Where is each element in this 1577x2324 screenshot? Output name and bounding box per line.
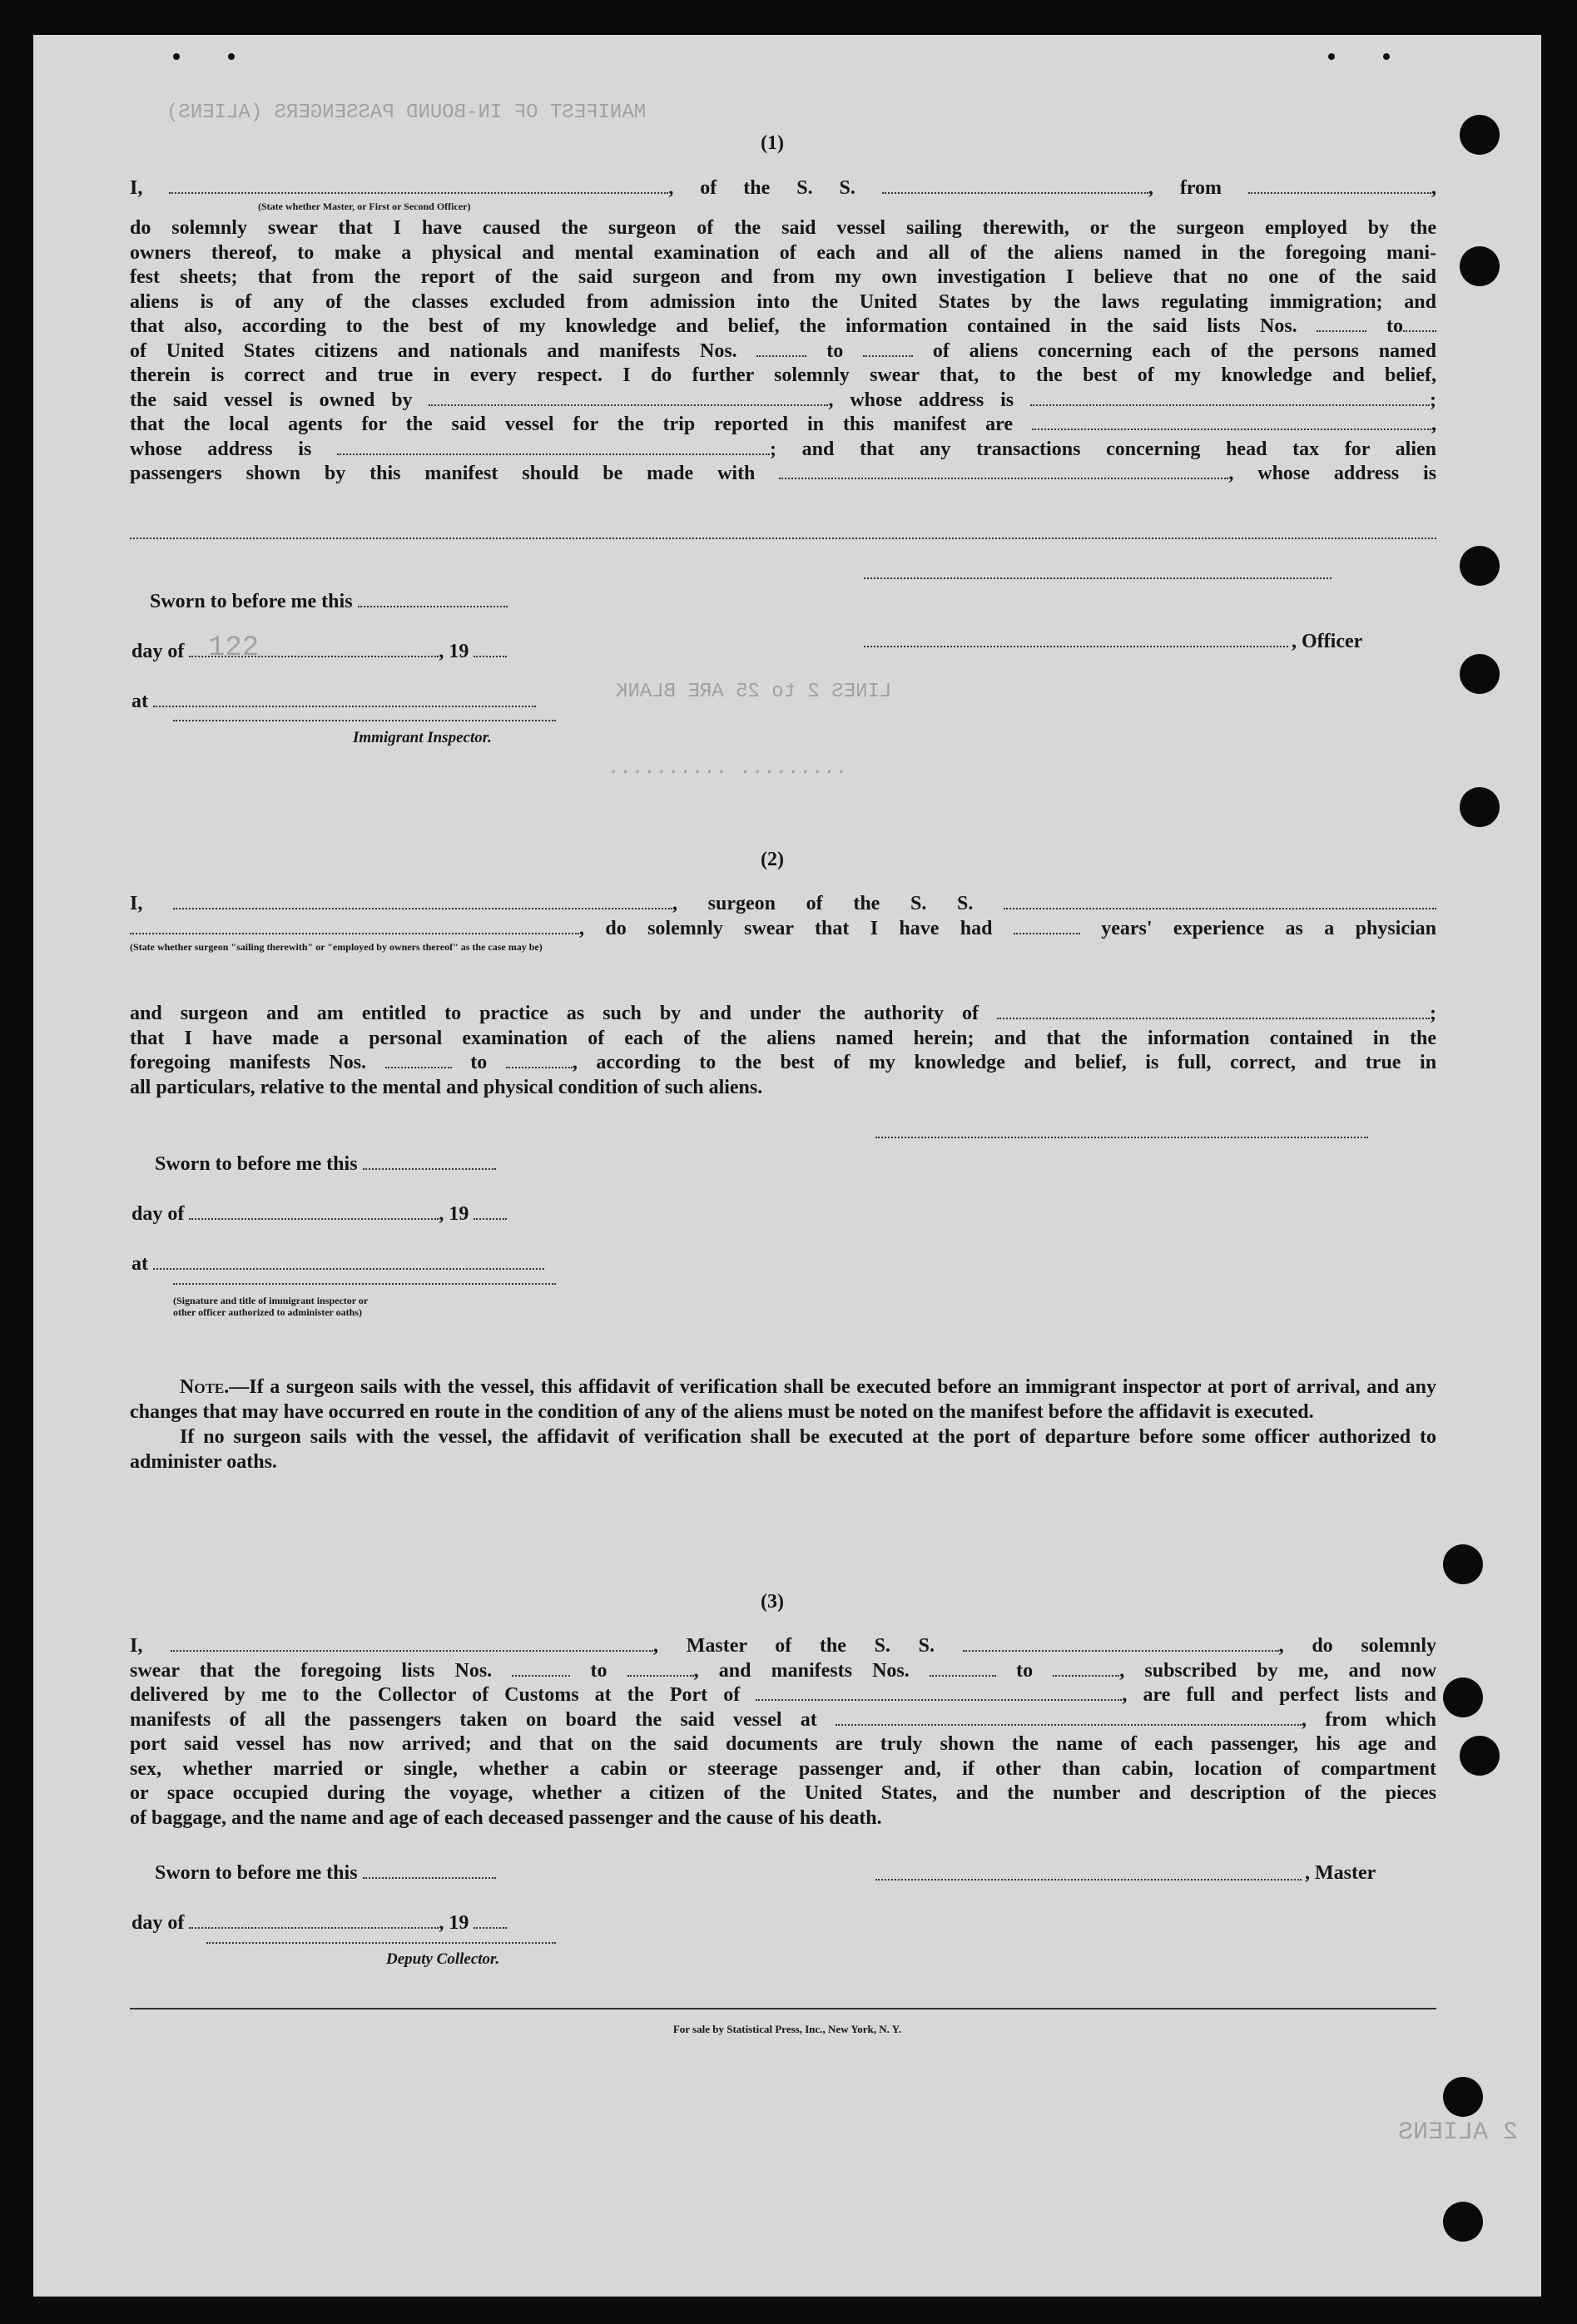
vessel-name-blank[interactable] [882,177,1148,194]
day-of-line: day of , 19 [131,1912,507,1935]
year-blank[interactable] [474,1912,507,1929]
footer-rule [130,2008,1436,2009]
punch-hole [1443,1544,1483,1584]
sworn-line: Sworn to before me this [150,591,508,613]
inspector-signature-blank[interactable] [173,1283,556,1285]
oath-text: , surgeon of the S. S. [672,893,974,914]
at-line: at [131,1253,544,1276]
lists-from-blank[interactable] [1317,315,1366,332]
oath-text: to [1386,315,1404,337]
oath-text: that the local agents for the said vessel for the trip reported in this manifest are [130,414,1014,435]
oath-text: , from [1148,177,1222,199]
day-of-line: day of , 19 [131,1203,507,1226]
manifests-to-blank[interactable] [863,340,913,357]
printer-imprint: For sale by Statistical Press, Inc., New York, N. Y. [672,2023,902,2035]
oath-text: foregoing manifests Nos. [130,1052,367,1073]
day-of-line: day of , 19 [131,641,507,663]
oath-text: that also, according to the best of my knowledge and belief, the information contained in the said lists Nos. [130,315,1297,337]
section-number: (2) [761,849,784,870]
oath-text: , whose address is [828,389,1014,411]
bleed-manifest-heading: MANIFEST OF IN-BOUND PASSENGERS (ALIENS) [166,102,647,124]
oath-line: therein is correct and true in every respect. I do further solemnly swear that, to the best of my knowledge and belief, [130,364,1436,386]
oath-text: whose address is [130,438,312,460]
years-blank[interactable] [1014,918,1080,934]
officer-signature-blank-2[interactable] [864,646,1288,647]
sworn-date-blank[interactable] [358,591,508,607]
oath-text: , [1431,414,1436,435]
section1-oath: I, , of the S. S. , from , [130,177,1437,199]
oath-line: that I have made a personal examination of each of the aliens named herein; and that the information contained in the [130,1027,1436,1049]
oath-text: ; and that any transactions concerning head tax for alien [769,438,1437,460]
punch-hole [1460,787,1500,827]
local-agents-blank[interactable] [1032,414,1431,430]
oath-text: of aliens concerning each of the persons named [932,339,1437,362]
master-caption: , Master [1305,1862,1376,1884]
punch-hole [1443,2202,1483,2242]
vessel-name-blank[interactable] [1004,893,1436,909]
oath-text: to [826,339,844,362]
head-tax-address-blank[interactable] [130,538,1436,539]
owner-blank[interactable] [429,389,828,406]
year-blank[interactable] [474,641,507,657]
oath-text: passengers shown by this manifest should be made with [130,463,756,484]
surgeon-status-blank[interactable] [130,918,579,934]
note-label: Note. [180,1376,230,1398]
punch-hole [1460,654,1500,694]
section3-oath [130,1634,1436,1831]
note-text: —If a surgeon sails with the vessel, this affidavit of verification shall be executed before an immigrant inspector at port of arrival, and any changes that may have occurred en route in the condition of any of the aliens must be noted on the manifest before the affidavit is executed. [130,1376,1436,1423]
head-tax-party-blank[interactable] [779,463,1228,479]
oath-line: fest sheets; that from the report of the said surgeon and from my own investigation I believe that no one of the said [130,266,1436,288]
vessel-name-blank[interactable] [963,1635,1279,1652]
officer-name-blank[interactable] [169,177,668,194]
bleed-aliens-count: 2 ALIENS [1398,2118,1519,2147]
ink-speck [173,53,180,60]
manifests-to-blank[interactable] [1053,1660,1119,1677]
at-line: at [131,691,536,713]
inspector-caption: Immigrant Inspector. [353,729,492,746]
oath-text: to [590,1659,607,1682]
oath-text: I, [130,177,143,199]
oath-text: years' experience as a physician [1101,917,1436,939]
sworn-line: Sworn to before me this [155,1153,496,1176]
lists-to-blank[interactable] [627,1660,694,1677]
oath-line: port said vessel has now arrived; and that on the said documents are truly shown the name of each passenger, his age and [130,1733,1436,1755]
agents-address-blank[interactable] [337,439,770,455]
oath-text: swear that the foregoing lists Nos. [130,1659,493,1682]
officer-signature-blank-1[interactable] [864,577,1332,579]
place-blank[interactable] [153,691,536,707]
bleed-dots: .......... ......... [607,757,848,780]
ink-speck [228,53,235,60]
oath-line: aliens is of any of the classes excluded from admission into the United States by the laws regulating immigration; and [130,290,1436,313]
oath-text: , do solemnly [1278,1635,1437,1657]
oath-line: all particulars, relative to the mental and physical condition of such aliens. [130,1076,763,1098]
oath-text: I, [130,893,143,914]
authority-blank[interactable] [997,1003,1430,1019]
arrival-port-blank[interactable] [756,1684,1122,1701]
year-blank[interactable] [474,1203,507,1220]
punch-hole [1460,115,1500,155]
owner-address-blank[interactable] [1030,389,1430,406]
master-signature-blank[interactable] [875,1879,1302,1881]
section-number: (3) [761,1591,784,1613]
signature-title-note: (Signature and title of immigrant inspector or other officer authorized to administer oaths) [173,1295,369,1318]
ink-speck [1383,53,1390,60]
section2-oath-body [130,1002,1436,1100]
oath-text: , whose address is [1228,463,1436,484]
deputy-signature-blank[interactable] [206,1942,556,1944]
oath-text: , are full and perfect lists and [1122,1684,1437,1706]
embarkation-port-blank[interactable] [836,1709,1302,1726]
note-text: If no surgeon sails with the vessel, the affidavit of verification shall be executed at the port of departure before some officer authorized to administer oaths. [130,1426,1436,1473]
oath-line: or space occupied during the voyage, whether a citizen of the United States, and the number and description of the pieces [130,1782,1436,1804]
sworn-date-blank[interactable] [363,1153,496,1170]
bleed-number: 122 [208,632,260,664]
sworn-line: Sworn to before me this [155,1862,496,1885]
oath-text: , subscribed by me, and now [1119,1659,1437,1682]
bleed-lines-blank: LINES 2 to 25 ARE BLANK [616,681,892,703]
lists-from-blank[interactable] [512,1660,570,1677]
verification-note [130,1375,1436,1474]
oath-text: of United States citizens and nationals and manifests Nos. [130,339,737,362]
oath-text: , Master of the S. S. [653,1635,935,1657]
oath-line: owners thereof, to make a physical and mental examination of each and all of the aliens named in the foregoing mani- [130,241,1436,264]
master-name-blank[interactable] [171,1635,653,1652]
section2-oath [130,892,1436,941]
oath-text: and surgeon and am entitled to practice as such by and under the authority of [130,1003,979,1024]
month-blank[interactable] [189,1203,439,1220]
oath-text: I, [130,1635,143,1657]
oath-text: , and manifests Nos. [693,1659,910,1682]
manifests-from-blank[interactable] [385,1052,452,1068]
departure-port-blank[interactable] [1248,177,1431,194]
officer-caption: , Officer [1292,631,1363,652]
surgeon-signature-blank[interactable] [875,1137,1368,1138]
ink-speck [1328,53,1335,60]
punch-hole [1443,2077,1483,2117]
oath-text: to [470,1052,488,1073]
surgeon-status-note: (State whether surgeon "sailing therewith" or "employed by owners thereof" as the case may be) [130,941,543,953]
surgeon-name-blank[interactable] [173,893,672,909]
oath-text: , according to the best of my knowledge and belief, is full, correct, and true in [572,1052,1437,1073]
month-blank[interactable] [189,1912,439,1929]
manifest-page [33,35,1541,2297]
oath-text: ; [1430,1003,1437,1024]
oath-text: ; [1430,389,1436,411]
oath-line: sex, whether married or single, whether a cabin or steerage passenger and, if other than cabin, location of compartment [130,1757,1436,1780]
punch-hole [1460,1736,1500,1776]
deputy-caption: Deputy Collector. [386,1950,500,1968]
oath-text: manifests of all the passengers taken on board the said vessel at [130,1708,817,1731]
oath-text: , from which [1302,1708,1437,1731]
punch-hole [1443,1677,1483,1717]
oath-text: , do solemnly swear that I have had [579,917,993,939]
inspector-signature-blank[interactable] [173,720,556,721]
place-blank[interactable] [153,1253,544,1270]
section1-oath-body [130,216,1436,487]
manifests-from-blank[interactable] [756,340,806,357]
oath-line: do solemnly swear that I have caused the surgeon of the said vessel sailing therewith, or the surgeon employed by the [130,217,1436,239]
oath-text: to [1016,1659,1034,1682]
manifests-to-blank[interactable] [506,1052,573,1068]
oath-line: of baggage, and the name and age of each deceased passenger and the cause of his death. [130,1806,882,1829]
lists-to-blank[interactable] [1403,315,1436,332]
oath-text: delivered by me to the Collector of Customs at the Port of [130,1684,741,1706]
punch-hole [1460,546,1500,586]
sworn-date-blank[interactable] [363,1862,496,1879]
punch-hole [1460,246,1500,286]
manifests-from-blank[interactable] [930,1660,996,1677]
oath-text: , of the S. S. [668,177,855,199]
section-number: (1) [761,132,784,154]
month-blank[interactable] [189,641,439,657]
oath-text: the said vessel is owned by [130,389,413,411]
officer-rank-note: (State whether Master, or First or Second Officer) [258,201,471,212]
